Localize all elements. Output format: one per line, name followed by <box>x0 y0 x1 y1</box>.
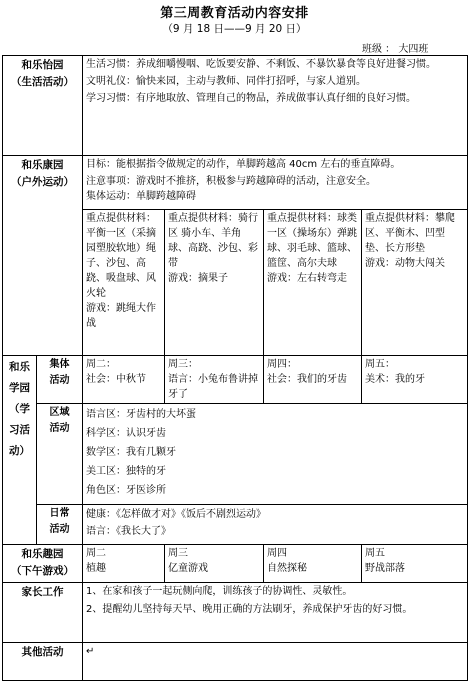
outdoor-zone-1 <box>83 210 165 356</box>
zone-2-materials: 重点提供材料：骑行区 骑小车、羊角球、高跷、沙包、彩带 <box>168 213 258 269</box>
row-study-group <box>3 356 468 404</box>
section-study-name: 和乐 学园 （学习活 动） <box>3 356 37 545</box>
life-item-habit: 生活习惯：养成细嚼慢咽、吃饭要安静、不剩饭、不暴饮暴食等良好进餐习惯。 <box>86 59 436 70</box>
class-label: 班级 ： 大四班 <box>362 44 429 55</box>
parents-item-1: 1、在家和孩子一起玩侧向爬，训练孩子的协调性、灵敏性。 <box>86 586 353 597</box>
row-study-areas <box>3 404 468 505</box>
parents-item-2: 2、提醒幼儿坚持每天早、晚用正确的方法刷牙，养成保护牙齿的好习惯。 <box>86 604 413 615</box>
area-science: 科学区：认识牙齿 <box>86 428 166 439</box>
section-parents-name: 家长工作 <box>3 583 83 643</box>
section-parents-content <box>83 583 468 643</box>
schedule-table <box>2 55 468 681</box>
afternoon-game-fri: 周五 野战部落 <box>362 545 468 583</box>
section-afternoon-name: 和乐趣园 （下午游戏） <box>3 545 83 583</box>
outdoor-caution: 注意事项：游戏时不推挤，积极参与跨越障碍的活动，注意安全。 <box>86 176 376 187</box>
zone-4-game: 游戏：动物大闯关 <box>365 258 445 269</box>
zone-2-game: 游戏：摘果子 <box>168 273 228 284</box>
area-role-play: 角色区：牙医诊所 <box>86 485 166 496</box>
row-outdoor-info <box>3 156 468 210</box>
area-art: 美工区：独特的牙 <box>86 466 166 477</box>
section-life-content <box>83 56 468 156</box>
page-title: 第三周教育活动内容安排 <box>160 6 309 21</box>
life-item-study-habit: 学习习惯：有序地取放、管理自己的物品，养成做事认真仔细的良好习惯。 <box>86 93 416 104</box>
daily-health: 健康：《怎样做才对》《饭后不剧烈运动》 <box>86 509 266 520</box>
outdoor-zone-2 <box>165 210 264 356</box>
row-life <box>3 56 468 156</box>
zone-3-materials: 重点提供材料：球类一区（操场东）弹跳球、羽毛球、篮球、篮筐、高尔夫球 <box>267 213 357 269</box>
zone-4-materials: 重点提供材料：攀爬区、平衡木、凹型垫、长方形垫 <box>365 213 455 254</box>
date-range: （9 月 18 日——9 月 20 日） <box>162 23 307 35</box>
afternoon-game-wed: 周三 亿童游戏 <box>165 545 264 583</box>
outdoor-zone-4 <box>362 210 468 356</box>
study-daily-label: 日常 活动 <box>37 505 83 545</box>
area-language: 语言区：牙齿村的大坏蛋 <box>86 409 196 420</box>
group-activity-thu: 周四： 社会：我们的牙齿 <box>264 356 362 404</box>
group-activity-wed: 周三： 语言：小兔布鲁讲掉牙了 <box>165 356 264 404</box>
zone-1-materials: 重点提供材料：平衡一区（采摘园塑胶软地）绳子、沙包、高跷、吸盘球、风火轮 <box>86 213 156 299</box>
row-afternoon <box>3 545 468 583</box>
section-life-name: 和乐怡园 （生活活动） <box>3 56 83 156</box>
section-outdoor-info <box>83 156 468 210</box>
row-study-daily <box>3 505 468 545</box>
outdoor-goal: 目标：能根据指令做规定的动作，单脚跨越高 40cm 左右的垂直障碍。 <box>86 159 401 170</box>
row-other <box>3 643 468 681</box>
afternoon-game-tue: 周二 植趣 <box>83 545 165 583</box>
study-group-label: 集体 活动 <box>37 356 83 404</box>
outdoor-zone-3 <box>264 210 362 356</box>
group-activity-fri: 周五： 美术：我的牙 <box>362 356 468 404</box>
section-other-name: 其他活动 <box>3 643 83 681</box>
outdoor-group-activity: 集体运动：单脚跨越障碍 <box>86 191 196 202</box>
area-math: 数学区：我有几颗牙 <box>86 447 176 458</box>
section-outdoor-name: 和乐康园 （户外运动） <box>3 156 83 356</box>
section-other-content: ↵ <box>83 643 468 681</box>
study-areas-content <box>83 404 468 505</box>
study-area-label: 区域 活动 <box>37 404 83 505</box>
zone-3-game: 游戏：左右转弯走 <box>267 273 347 284</box>
afternoon-game-thu: 周四 自然探秘 <box>264 545 362 583</box>
study-daily-content <box>83 505 468 545</box>
life-item-manners: 文明礼仪：愉快来园，主动与教师、同伴打招呼，与家人道别。 <box>86 76 366 87</box>
daily-language: 语言：《我长大了》 <box>86 526 171 537</box>
group-activity-tue: 周二： 社会：中秋节 <box>83 356 165 404</box>
zone-1-game: 游戏：跳绳大作战 <box>86 303 156 329</box>
row-parents <box>3 583 468 643</box>
